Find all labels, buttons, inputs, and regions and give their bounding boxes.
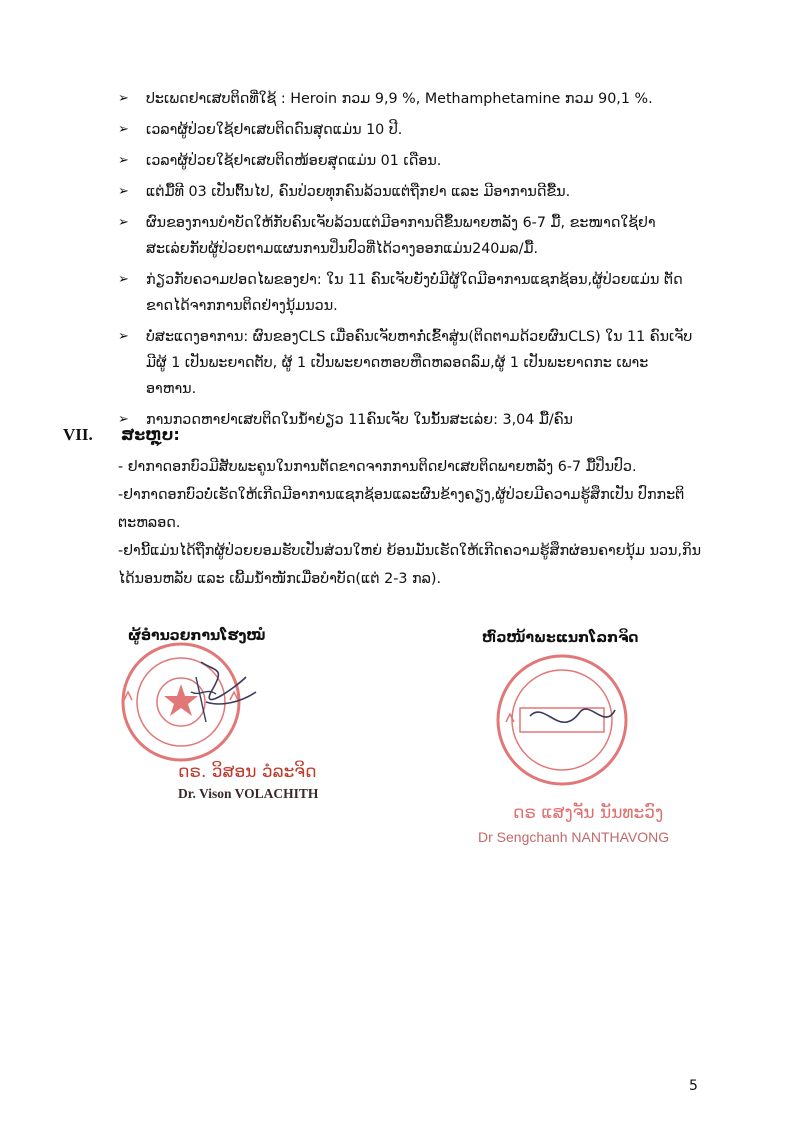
findings-list xyxy=(118,86,698,438)
paragraph: -ຢານີ້ແມ່ນໄດ້ຖືກຜູ້ປ່ວຍຍອມຮັບເປັນສ່ວນໃຫຍ່ ຍ້ອນມັນເຮັດໃຫ້ເກີດຄວາມຮູ້ສຶກຜ່ອນຄາຍນຸ້ມ ນວນ,ກິນໄດ້ນອນຫລັບ ແລະ ເພີ້ມນໍ້າໜັກເມື່ອບໍາບັດ(ແຕ່ 2-3 ກລ). xyxy=(118,543,701,587)
signature-name-left xyxy=(178,762,318,802)
signatory-lao-name: ດຣ. ວິສອນ ວໍລະຈິດ xyxy=(178,762,317,782)
arrow-bullet-icon: ➢ xyxy=(118,153,129,168)
signatory-latin-name: Dr Sengchanh NANTHAVONG xyxy=(478,829,670,845)
list-item xyxy=(118,148,698,174)
section-title: ສະຫຼຸບ: xyxy=(121,425,180,444)
list-item-text: ບໍ່ສະແດງອາການ: ຜົນຂອງCLS ເມື່ອຄົນເຈັບຫາກໍ່ເຂົ້າສູ່ນ(ຕິດຕາມດ້ວຍຜົນCLS) ໃນ 11 ຄົນເຈັບ ມີຜູ້ 1 ເປັນພະຍາດຕັບ, ຜູ້ 1 ເປັນພະຍາດຫອບຫືດຫລອດລົມ,ຜູ້ 1 ເປັນພະຍາດກະ ເພາະອາຫານ. xyxy=(146,329,693,397)
official-stamp-left xyxy=(106,632,266,762)
list-item xyxy=(118,267,698,319)
list-item xyxy=(118,117,698,143)
list-item xyxy=(118,179,698,205)
list-item xyxy=(118,210,698,262)
arrow-bullet-icon: ➢ xyxy=(118,122,129,137)
list-item-text: ແຕ່ມື້ທີ 03 ເປັນຕົ້ນໄປ, ຄົນປ່ວຍທຸກຄົນລ້ວນແຕ່ຖືກຢາ ແລະ ມີອາການດີຂື້ນ. xyxy=(146,184,571,200)
paragraph: -ຢາກາດອກບົວບໍ່ເຮັດໃຫ້ເກີດມີອາການແຊກຊ້ອນແລະຜົນຂ້າງຄຽງ,ຜູ້ປ່ວຍມີຄວາມຮູ້ສຶກເປັນ ປົກກະຕິຕະຫລອດ. xyxy=(118,487,685,531)
arrow-bullet-icon: ➢ xyxy=(118,215,129,230)
paragraph: - ຢາກາດອກບົວມີສັບພະຄູນໃນການຕັດຂາດຈາກການຕິດຢາເສບຕິດພາຍຫລັງ 6-7 ມື້ປິ່ນປົວ. xyxy=(118,459,637,475)
list-item-text: ເວລາຜູ້ປ່ວຍໃຊ້ຢາເສບຕິດໜ້ອຍສຸດແມ່ນ 01 ເດືອນ. xyxy=(146,153,442,169)
arrow-bullet-icon: ➢ xyxy=(118,91,129,106)
signatory-title: ຜູ້ອໍານວຍການໂຮງໝໍ xyxy=(128,628,266,644)
arrow-bullet-icon: ➢ xyxy=(118,184,129,199)
list-item xyxy=(118,324,698,402)
signatory-title: ຫົວໜ້າພະແນກໂລກຈິດ xyxy=(482,630,639,646)
list-item xyxy=(118,86,698,112)
section-heading xyxy=(63,425,703,453)
list-item-text: ເວລາຜູ້ປ່ວຍໃຊ້ຢາເສບຕິດດົນສຸດແມ່ນ 10 ປີ. xyxy=(146,122,403,138)
official-stamp-right xyxy=(490,650,640,790)
conclusion-paragraphs xyxy=(118,453,703,593)
signature-name-right xyxy=(478,803,669,845)
arrow-bullet-icon: ➢ xyxy=(118,329,129,344)
list-item-text: ປະເພດຢາເສບຕິດທີ່ໃຊ້ : Heroin ກວມ 9,9 %, Methamphetamine ກວມ 90,1 %. xyxy=(146,91,653,107)
list-item-text: ຜົນຂອງການບໍາບັດໃຫ້ກັບຄົນເຈັບລ້ວນແຕ່ມີອາການດີຂຶ້ນພາຍຫລັງ 6-7 ມື້, ຂະໜາດໃຊ້ຢາ ສະເລ່ຍກັບຜູ້ປ່ວຍຕາມແຜນການປິ່ນປົວທີ່ໄດ້ວາງອອກແມ່ນ240ມລ/ມື້. xyxy=(146,215,656,257)
arrow-bullet-icon: ➢ xyxy=(118,412,129,427)
arrow-bullet-icon: ➢ xyxy=(118,272,129,287)
section-number: VII. xyxy=(63,425,93,444)
signature-block-left xyxy=(128,628,266,644)
conclusion-section xyxy=(63,425,703,593)
signature-block-right xyxy=(482,630,638,646)
page-number: 5 xyxy=(689,1078,698,1094)
list-item-text: ການກວດຫາຢາເສບຕິດໃນນໍ້າຍ່ຽວ 11ຄົນເຈັບ ໃນນັ້ນສະເລ່ຍ: 3,04 ມື້/ຄົນ xyxy=(146,412,573,428)
list-item-text: ກ່ຽວກັບຄວາມປອດໄພຂອງຢາ: ໃນ 11 ຄົນເຈັບຍັງບໍ່ມີຜູ້ໃດມີອາການແຊກຊ້ອນ,ຜູ້ປ່ວຍແມ່ນ ຕັດຂາດໄດ້ຈາກການຕິດຢ່າງນຸ້ມນວນ. xyxy=(146,272,683,314)
signatory-lao-name: ດຣ ແສງຈັນ ນັນທະວົງ xyxy=(513,803,664,823)
signatory-latin-name: Dr. Vison VOLACHITH xyxy=(178,786,319,801)
